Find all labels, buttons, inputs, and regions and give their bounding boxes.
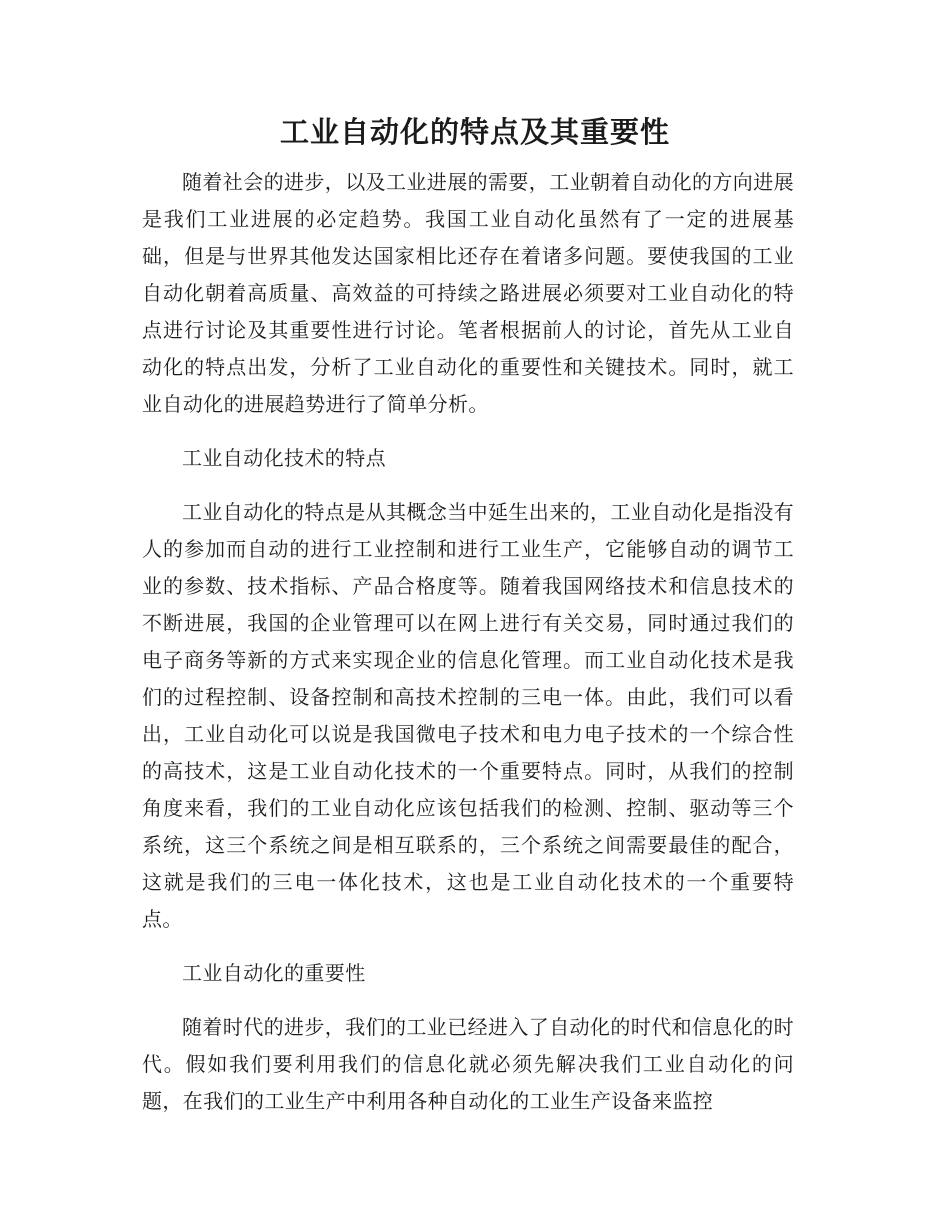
section-heading-importance: 工业自动化的重要性 xyxy=(182,961,366,985)
section-heading-features: 工业自动化技术的特点 xyxy=(182,446,386,470)
document-body xyxy=(142,164,794,1137)
importance-paragraph: 随着时代的进步，我们的工业已经进入了自动化的时代和信息化的时代。假如我们要利用我们的信息化就必须先解决我们工业自动化的问题，在我们的工业生产中利用各种自动化的工业生产设备来监控 xyxy=(142,1015,794,1113)
features-paragraph: 工业自动化的特点是从其概念当中延生出来的，工业自动化是指没有人的参加而自动的进行工业控制和进行工业生产，它能够自动的调节工业的参数、技术指标、产品合格度等。随着我国网络技术和信息技术的不断进展，我国的企业管理可以在网上进行有关交易，同时通过我们的电子商务等新的方式来实现企业的信息化管理。而工业自动化技术是我们的过程控制、设备控制和高技术控制的三电一体。由此，我们可以看出，工业自动化可以说是我国微电子技术和电力电子技术的一个综合性的高技术，这是工业自动化技术的一个重要特点。同时，从我们的控制角度来看，我们的工业自动化应该包括我们的检测、控制、驱动等三个系统，这三个系统之间是相互联系的，三个系统之间需要最佳的配合，这就是我们的三电一体化技术，这也是工业自动化技术的一个重要特点。 xyxy=(142,500,794,931)
document-title: 工业自动化的特点及其重要性 xyxy=(279,115,670,149)
intro-paragraph: 随着社会的进步，以及工业进展的需要，工业朝着自动化的方向进展是我们工业进展的必定趋势。我国工业自动化虽然有了一定的进展基础，但是与世界其他发达国家相比还存在着诸多问题。要使我国的工业自动化朝着高质量、高效益的可持续之路进展必须要对工业自动化的特点进行讨论及其重要性进行讨论。笔者根据前人的讨论，首先从工业自动化的特点出发，分析了工业自动化的重要性和关键技术。同时，就工业自动化的进展趋势进行了简单分析。 xyxy=(142,170,794,416)
